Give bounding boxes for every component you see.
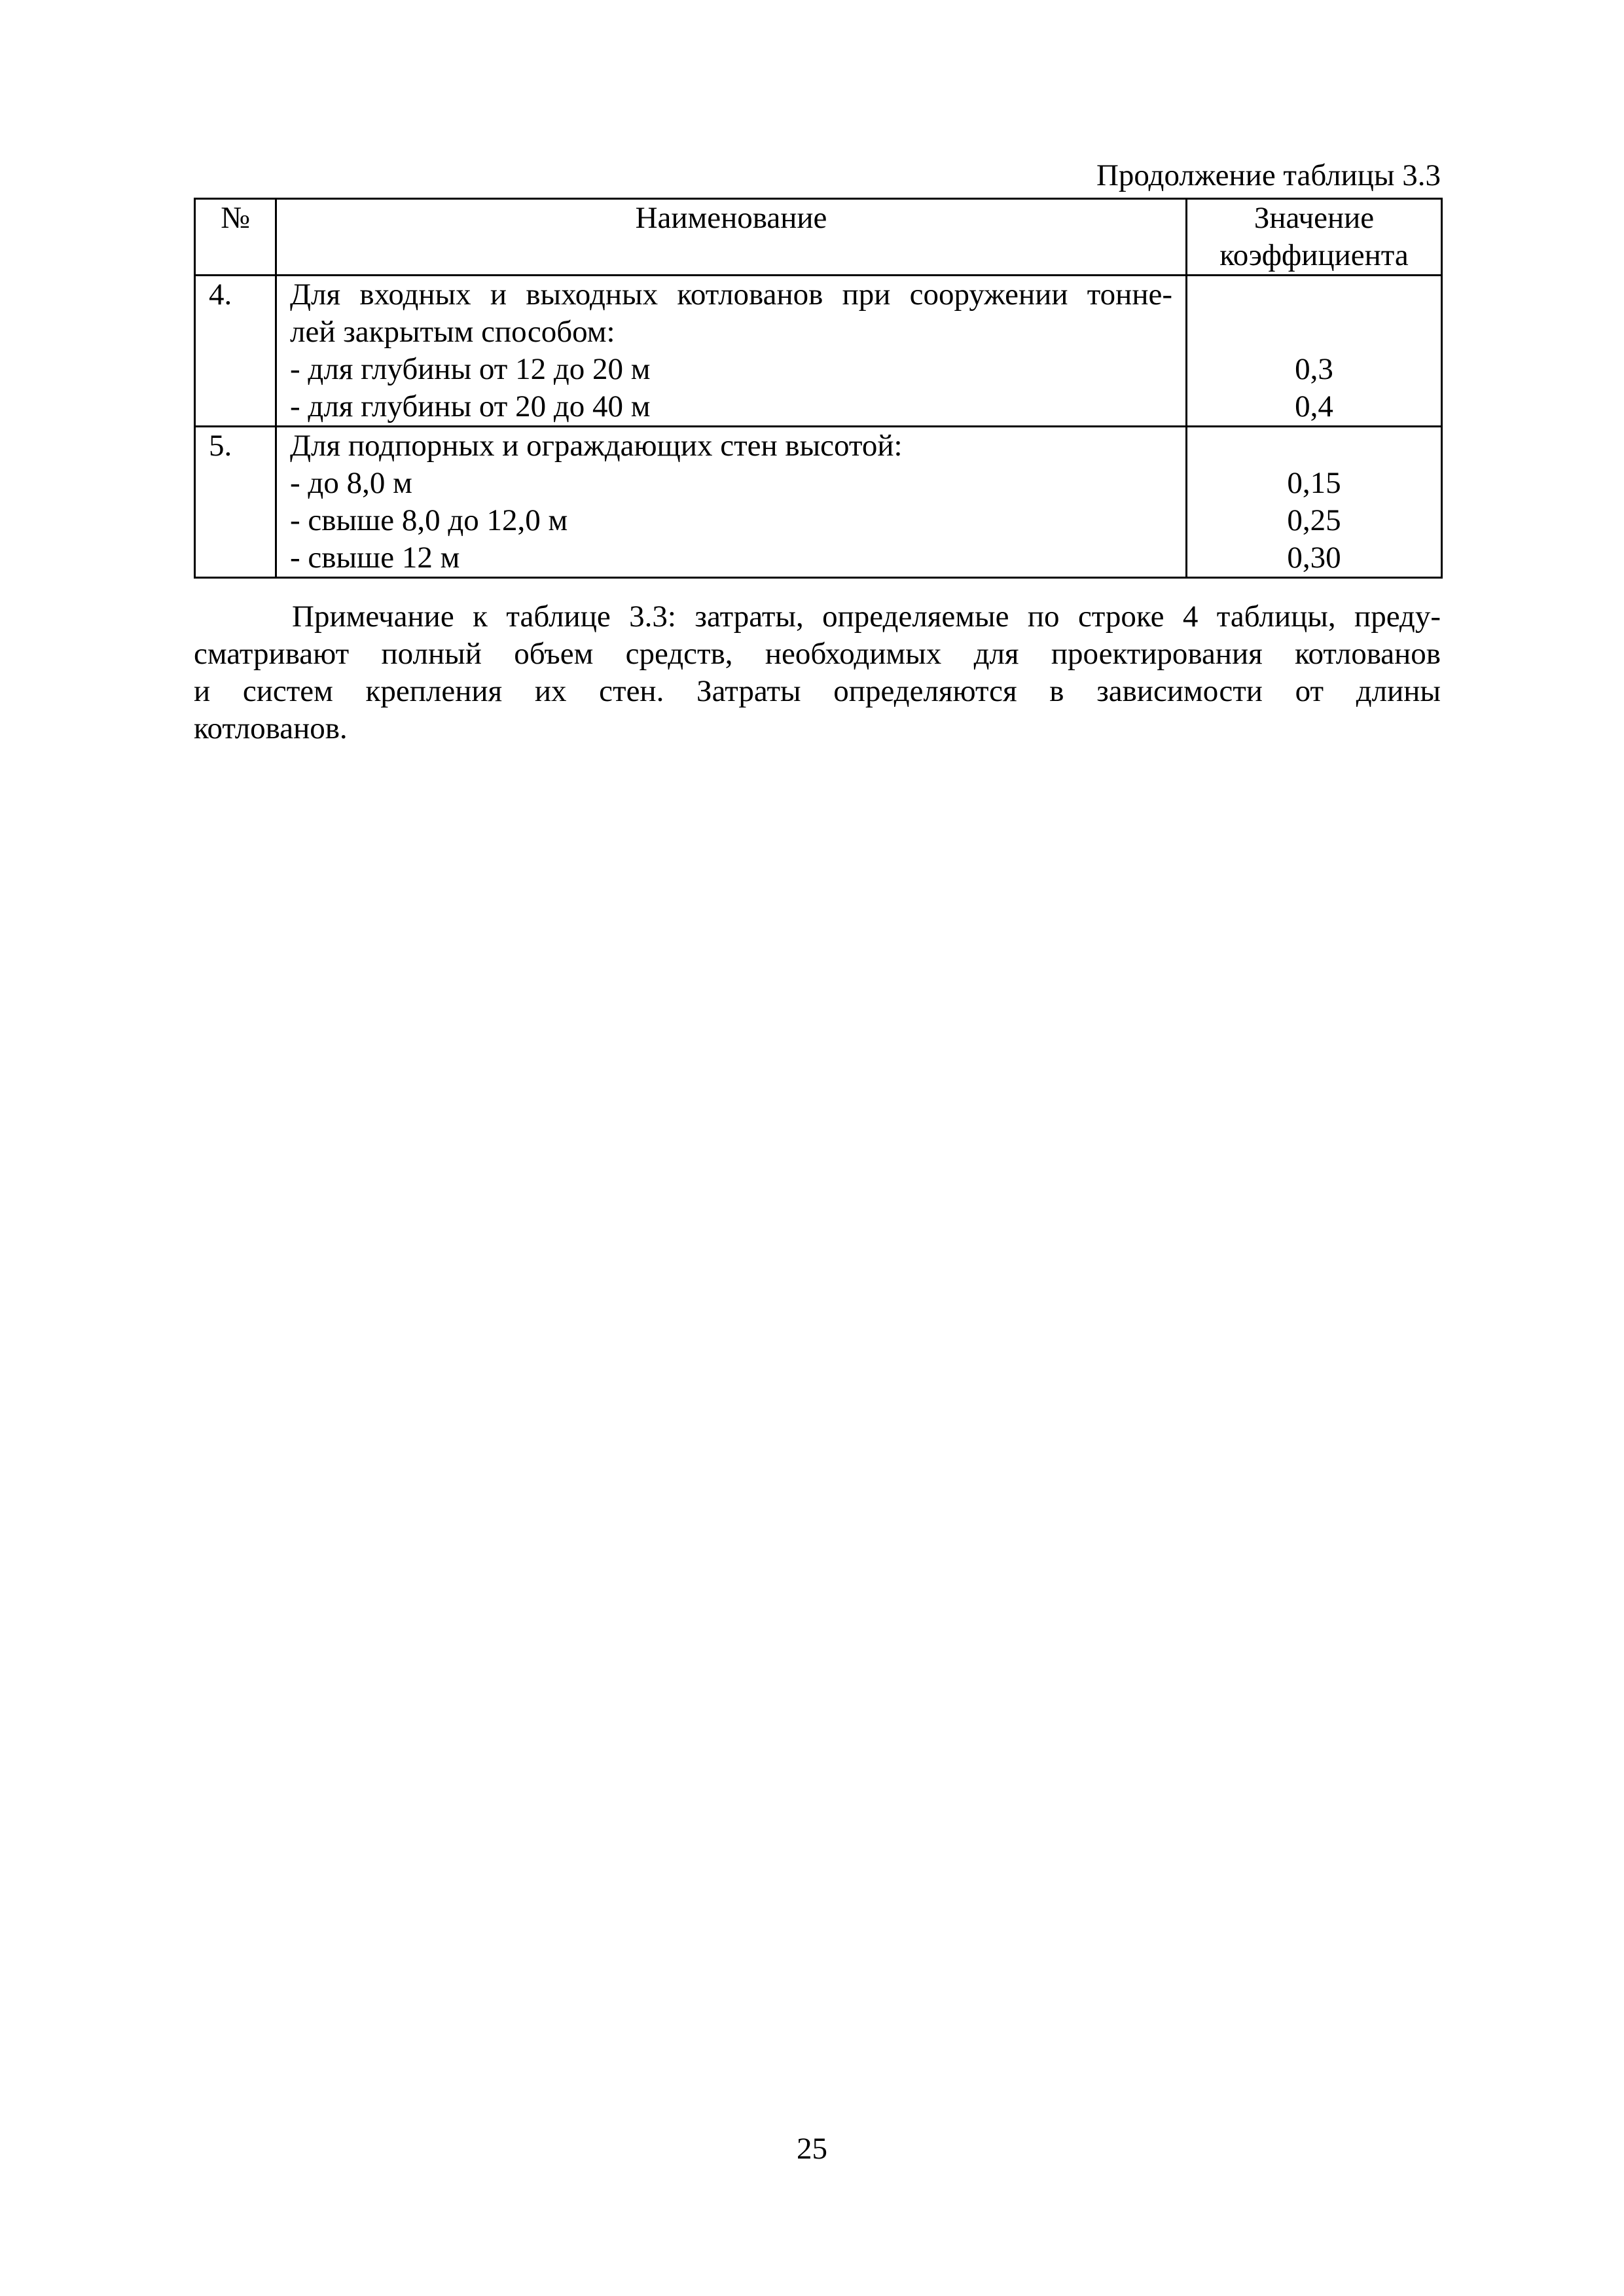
row-item-label: - до 8,0 м <box>290 466 412 500</box>
row-title-line2: лей закрытым способом: <box>290 315 615 349</box>
header-number: № <box>195 199 276 276</box>
header-value-line1: Значение <box>1254 201 1375 235</box>
row-item-label: - свыше 12 м <box>290 541 460 575</box>
row-title-line1: Для подпорных и ограждающих стен высотой: <box>290 429 903 463</box>
note-line: сматривают полный объем средств, необходимых для проектирования котлованов <box>194 637 1441 671</box>
table-header-row <box>195 199 1442 276</box>
row-number: 5. <box>195 427 276 578</box>
row-number: 4. <box>195 276 276 427</box>
note-line: Примечание к таблице 3.3: затраты, определяемые по строке 4 таблицы, преду- <box>292 600 1441 634</box>
row-name <box>276 276 1187 427</box>
header-value-line2: коэффициента <box>1219 238 1409 272</box>
row-values <box>1187 427 1442 578</box>
row-item-value: 0,30 <box>1287 541 1341 575</box>
note-line: и систем крепления их стен. Затраты определяются в зависимости от длины <box>194 674 1441 708</box>
row-name <box>276 427 1187 578</box>
value-spacer <box>1200 276 1428 314</box>
note-line: котлованов. <box>194 711 348 745</box>
value-spacer <box>1200 314 1428 351</box>
row-item-value: 0,4 <box>1295 389 1333 423</box>
table-row <box>195 276 1442 427</box>
row-item-value: 0,3 <box>1295 352 1333 386</box>
header-name: Наименование <box>276 199 1187 276</box>
header-value <box>1187 199 1442 276</box>
table-continuation-caption: Продолжение таблицы 3.3 <box>1096 158 1441 192</box>
value-spacer <box>1200 427 1428 465</box>
coefficients-table <box>194 198 1443 579</box>
page-number: 25 <box>797 2132 827 2166</box>
row-item-value: 0,25 <box>1287 503 1341 537</box>
row-item-label: - для глубины от 12 до 20 м <box>290 352 651 386</box>
row-item-label: - свыше 8,0 до 12,0 м <box>290 503 568 537</box>
row-item-value: 0,15 <box>1287 466 1341 500</box>
row-title-line1: Для входных и выходных котлованов при сооружении тонне- <box>290 278 1172 312</box>
table-note <box>194 598 1441 747</box>
table-row <box>195 427 1442 578</box>
row-item-label: - для глубины от 20 до 40 м <box>290 389 651 423</box>
row-values <box>1187 276 1442 427</box>
